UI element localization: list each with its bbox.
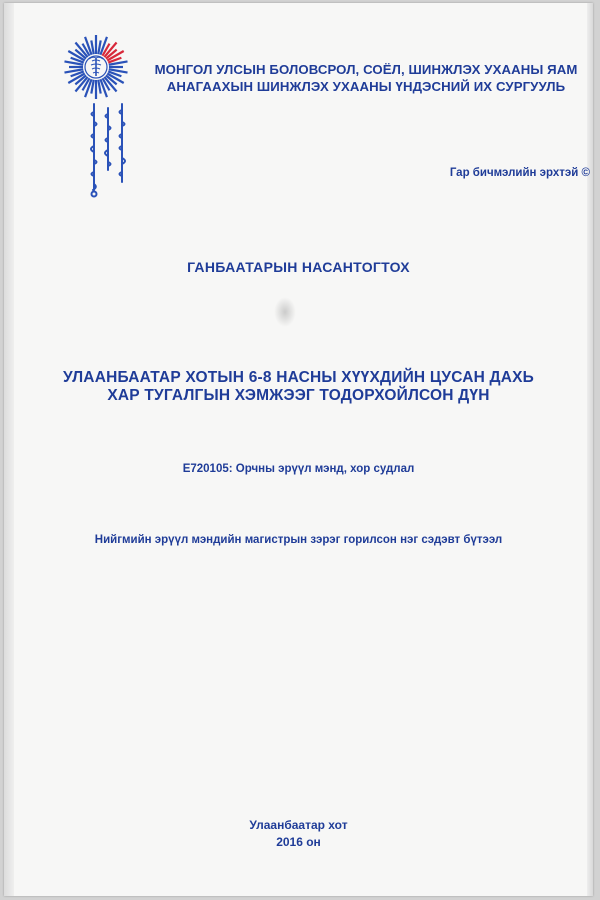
degree-statement: Нийгмийн эрүүл мэндийн магистрын зэрэг горилсон нэг сэдэвт бүтээл <box>94 534 503 546</box>
thesis-cover <box>4 3 593 896</box>
thesis-title-line-2: ХАР ТУГАЛГЫН ХЭМЖЭЭГ ТОДОРХОЙЛСОН ДҮН <box>107 387 490 404</box>
thesis-title <box>4 369 593 405</box>
ministry-name: МОНГОЛ УЛСЫН БОЛОВСРОЛ, СОЁЛ, ШИНЖЛЭХ УХААНЫ ЯАМ <box>154 62 578 77</box>
cover-right-edge <box>587 3 593 896</box>
city: Улаанбаатар хот <box>249 818 348 832</box>
mongolian-script-mark <box>84 100 134 200</box>
scan-smudge <box>274 297 296 327</box>
specialty-code: E720105: Орчны эрүүл мэнд, хор судлал <box>182 463 415 475</box>
cover-spine-edge <box>4 3 14 896</box>
thesis-title-line-1: УЛААНБААТАР ХОТЫН 6-8 НАСНЫ ХҮҮХДИЙН ЦУСАН ДАХЬ <box>62 369 535 386</box>
institution-header <box>146 61 586 95</box>
author-name: ГАНБААТАРЫН НАСАНТОГТОХ <box>187 259 410 275</box>
place-and-year <box>4 817 593 851</box>
university-name: АНАГААХЫН ШИНЖЛЭХ УХААНЫ ҮНДЭСНИЙ ИХ СУРГУУЛЬ <box>166 79 566 94</box>
copyright-notice: Гар бичмэлийн эрхтэй © <box>449 167 590 179</box>
university-emblem-icon <box>63 34 129 100</box>
year: 2016 он <box>276 835 321 849</box>
